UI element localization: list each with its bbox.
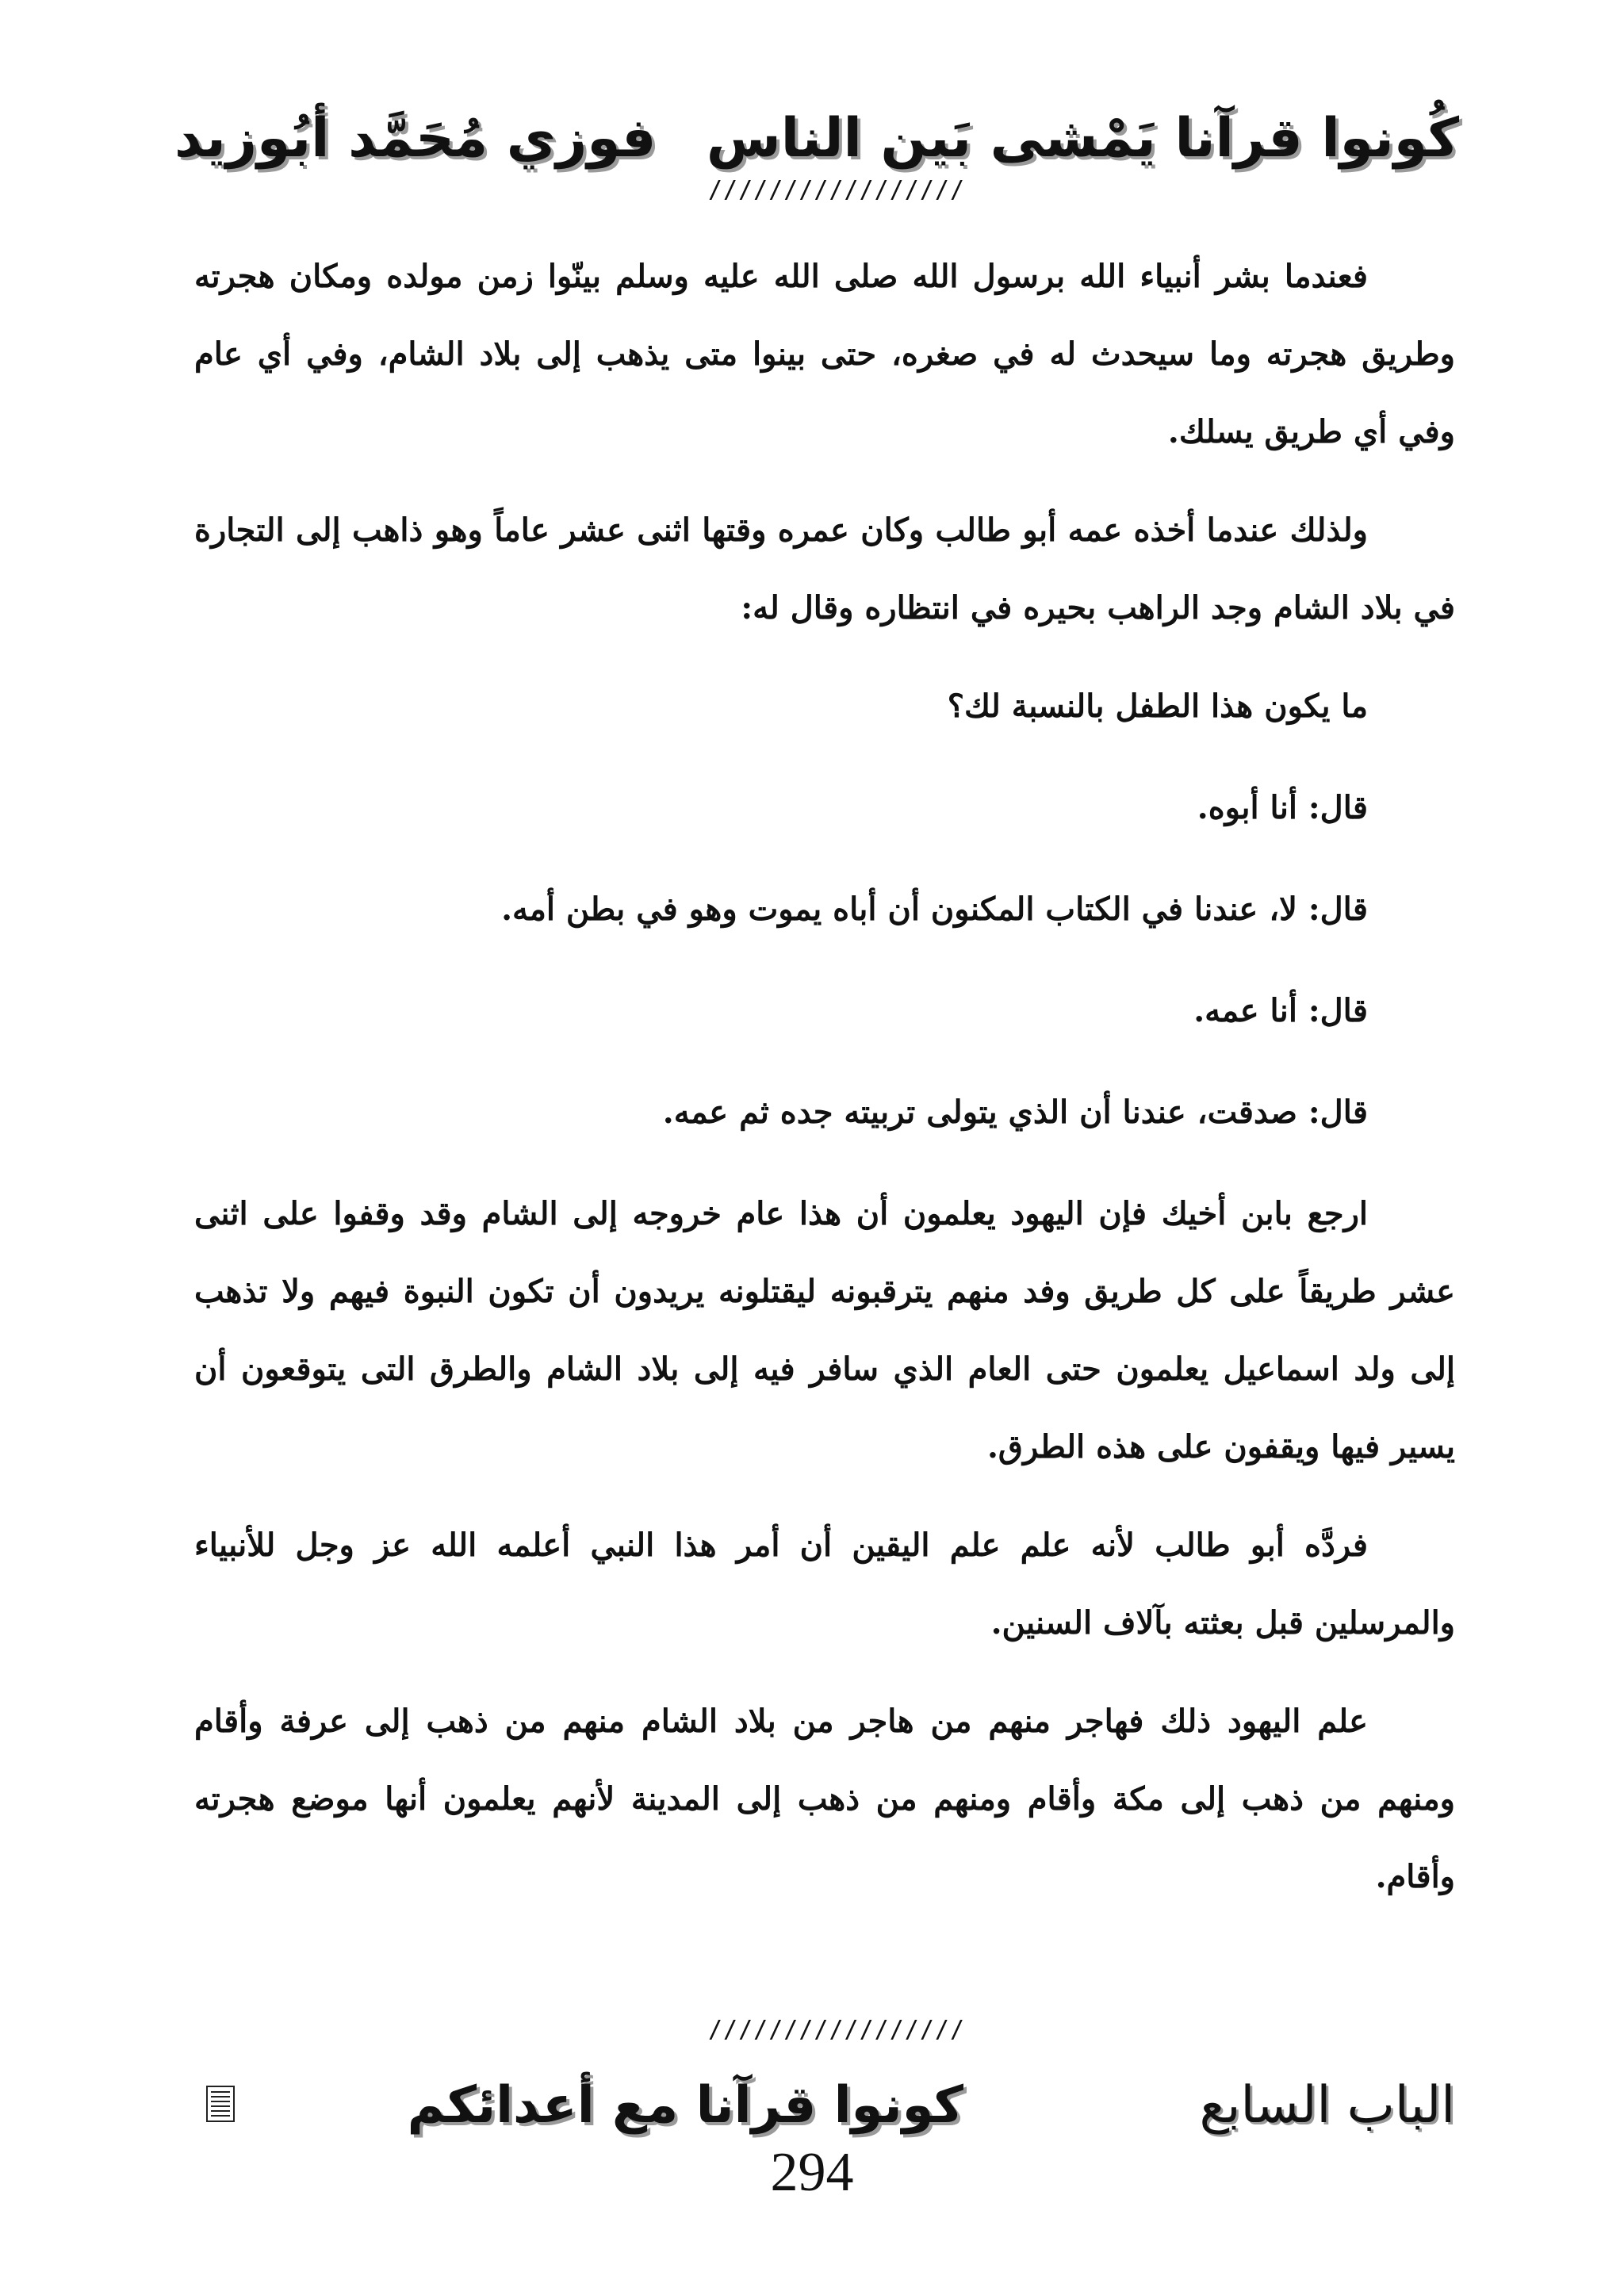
page-number: 294	[770, 2142, 854, 2203]
paragraph: علم اليهود ذلك فهاجر منهم من هاجر من بلاد الشام منهم من ذهب إلى عرفة وأقام ومنهم من ذهب إلى مكة وأقام ومنهم من ذهب إلى المدينة لأنهم يعلمون أنها موضع هجرته وأقام.	[194, 1703, 1455, 1895]
paragraph: ارجع بابن أخيك فإن اليهود يعلمون أن هذا عام خروجه إلى الشام وقد وقفوا على اثنى عشر طريقاً على كل طريق وفد منهم يترقبونه ليقتلونه يريدون أن تكون النبوة فيهم ولا تذهب إلى ولد اسماعيل يعلمون حتى العام الذي سافر فيه إلى بلاد الشام والطرق التى يتوقعون أن يسير فيها ويقفون على هذه الطرق.	[194, 1195, 1456, 1465]
dialogue-line: قال: أنا عمه.	[1193, 992, 1368, 1029]
dialogue-line: قال: أنا أبوه.	[1197, 789, 1368, 826]
dialogue-line: قال: لا، عندنا في الكتاب المكنون أن أباه يموت وهو في بطن أمه.	[501, 891, 1368, 928]
header-divider: /////////////////	[708, 176, 966, 204]
page-body	[194, 238, 1455, 1937]
chapter-label: الباب السابع	[1199, 2076, 1455, 2135]
page-footer	[194, 2062, 1455, 2149]
dialogue-line: قال: صدقت، عندنا أن الذي يتولى تربيته جده ثم عمه.	[662, 1094, 1368, 1131]
paragraph: فردَّه أبو طالب لأنه علم علم اليقين أن أمر هذا النبي أعلمه الله عز وجل للأنبياء والمرسلين قبل بعثته بآلاف السنين.	[194, 1527, 1455, 1642]
book-title: كُونوا قرآنا يَمْشى بَين الناس	[706, 107, 1459, 170]
paragraph: ولذلك عندما أخذه عمه أبو طالب وكان عمره وقتها اثنى عشر عاماً وهو ذاهب إلى التجارة في بلاد الشام وجد الراهب بحيره في انتظاره وقال له:	[194, 511, 1455, 626]
chapter-title: كونوا قرآنا مع أعدائكم	[407, 2076, 963, 2135]
document-icon	[206, 2086, 235, 2122]
dialogue-line: ما يكون هذا الطفل بالنسبة لك؟	[947, 688, 1368, 725]
author-name: فوزي مُحَمَّد أبُوزيد	[174, 107, 657, 170]
paragraph: فعندما بشر أنبياء الله برسول الله صلى الله عليه وسلم بينّوا زمن مولده ومكان هجرته وطريق هجرته وما سيحدث له في صغره، حتى بينوا متى يذهب إلى بلاد الشام، وفي أي عام وفي أي طريق يسلك.	[194, 258, 1455, 450]
footer-divider: /////////////////	[708, 2016, 966, 2044]
